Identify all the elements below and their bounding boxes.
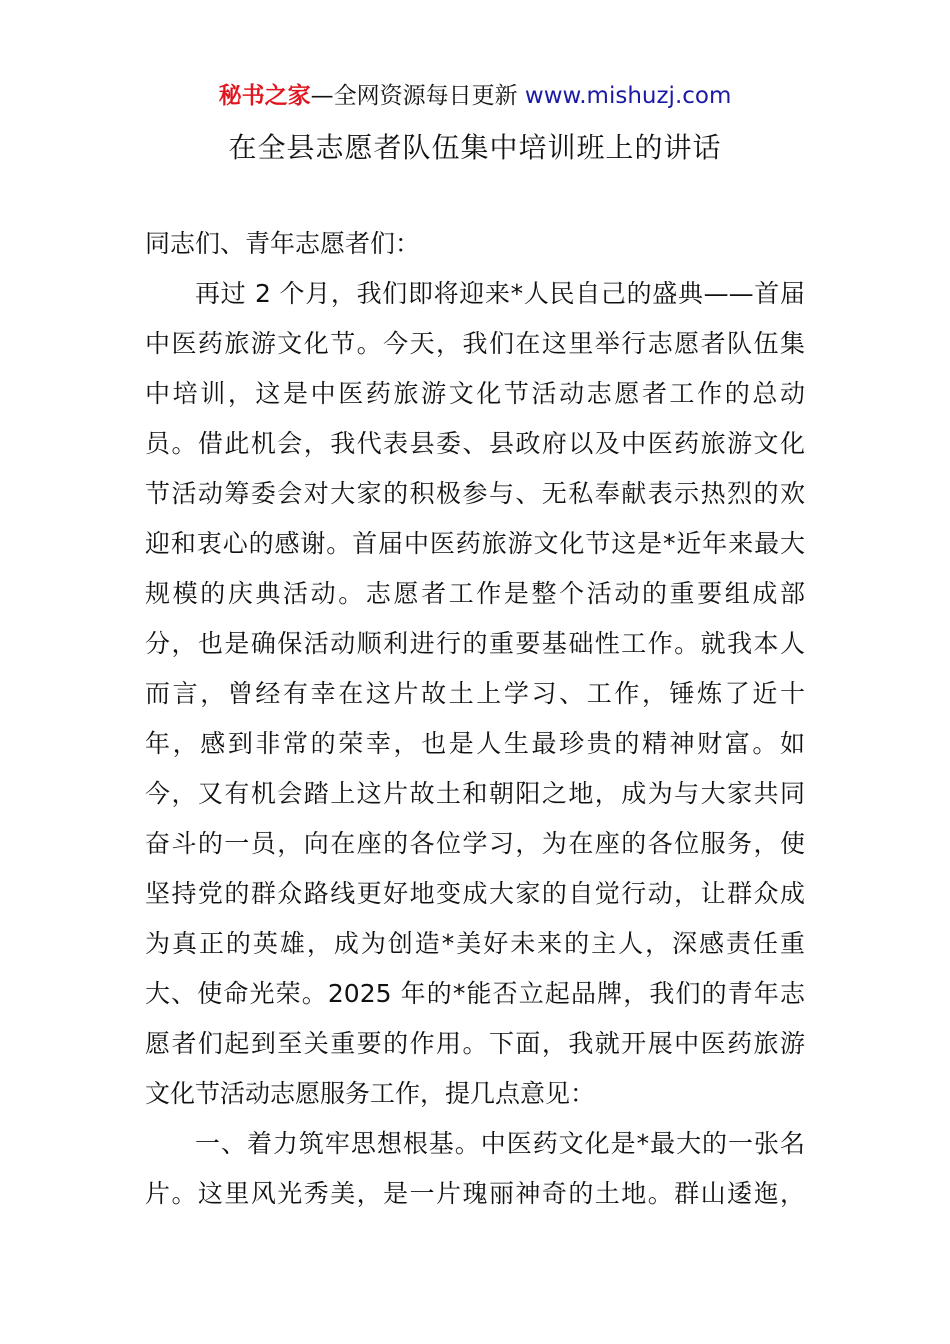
site-brand: 秘书之家: [218, 83, 311, 109]
text-line: 大、使命光荣。2025 年的*能否立起品牌，我们的青年志: [145, 979, 805, 1008]
paragraph-1: [145, 275, 805, 1125]
text-line: 片。这里风光秀美，是一片瑰丽神奇的土地。群山逶迤，: [145, 1179, 805, 1208]
text-line: 而言，曾经有幸在这片故土上学习、工作，锤炼了近十: [145, 679, 805, 708]
text-line: 中培训，这是中医药旅游文化节活动志愿者工作的总动: [145, 379, 805, 408]
text-line: 员。借此机会，我代表县委、县政府以及中医药旅游文化: [145, 429, 805, 458]
text-line: 分，也是确保活动顺利进行的重要基础性工作。就我本人: [145, 629, 805, 658]
document-title: 在全县志愿者队伍集中培训班上的讲话: [228, 131, 722, 164]
text-line: 规模的庆典活动。志愿者工作是整个活动的重要组成部: [145, 579, 805, 608]
document-body: [145, 225, 805, 1225]
text-line: 今，又有机会踏上这片故土和朝阳之地，成为与大家共同: [145, 779, 805, 808]
site-url-link[interactable]: www.mishuzj.com: [524, 83, 732, 109]
text-line: 节活动筹委会对大家的积极参与、无私奉献表示热烈的欢: [145, 479, 805, 508]
paragraph-2: [145, 1125, 805, 1225]
site-tagline: —全网资源每日更新: [310, 83, 525, 109]
text-line: 迎和衷心的感谢。首届中医药旅游文化节这是*近年来最大: [145, 529, 805, 558]
site-header: [0, 80, 950, 112]
text-line: 年，感到非常的荣幸，也是人生最珍贵的精神财富。如: [145, 729, 805, 758]
text-line: 文化节活动志愿服务工作，提几点意见：: [145, 1079, 596, 1108]
text-line: 中医药旅游文化节。今天，我们在这里举行志愿者队伍集: [145, 329, 805, 358]
text-line: 奋斗的一员，向在座的各位学习，为在座的各位服务，使: [145, 829, 805, 858]
text-line: 一、着力筑牢思想根基。中医药文化是*最大的一张名: [195, 1129, 805, 1158]
text-line: 愿者们起到至关重要的作用。下面，我就开展中医药旅游: [145, 1029, 805, 1058]
text-line: 为真正的英雄，成为创造*美好未来的主人，深感责任重: [145, 929, 805, 958]
text-line: 再过 2 个月，我们即将迎来*人民自己的盛典——首届: [195, 279, 805, 308]
salutation: 同志们、青年志愿者们：: [145, 229, 421, 258]
text-line: 坚持党的群众路线更好地变成大家的自觉行动，让群众成: [145, 879, 805, 908]
